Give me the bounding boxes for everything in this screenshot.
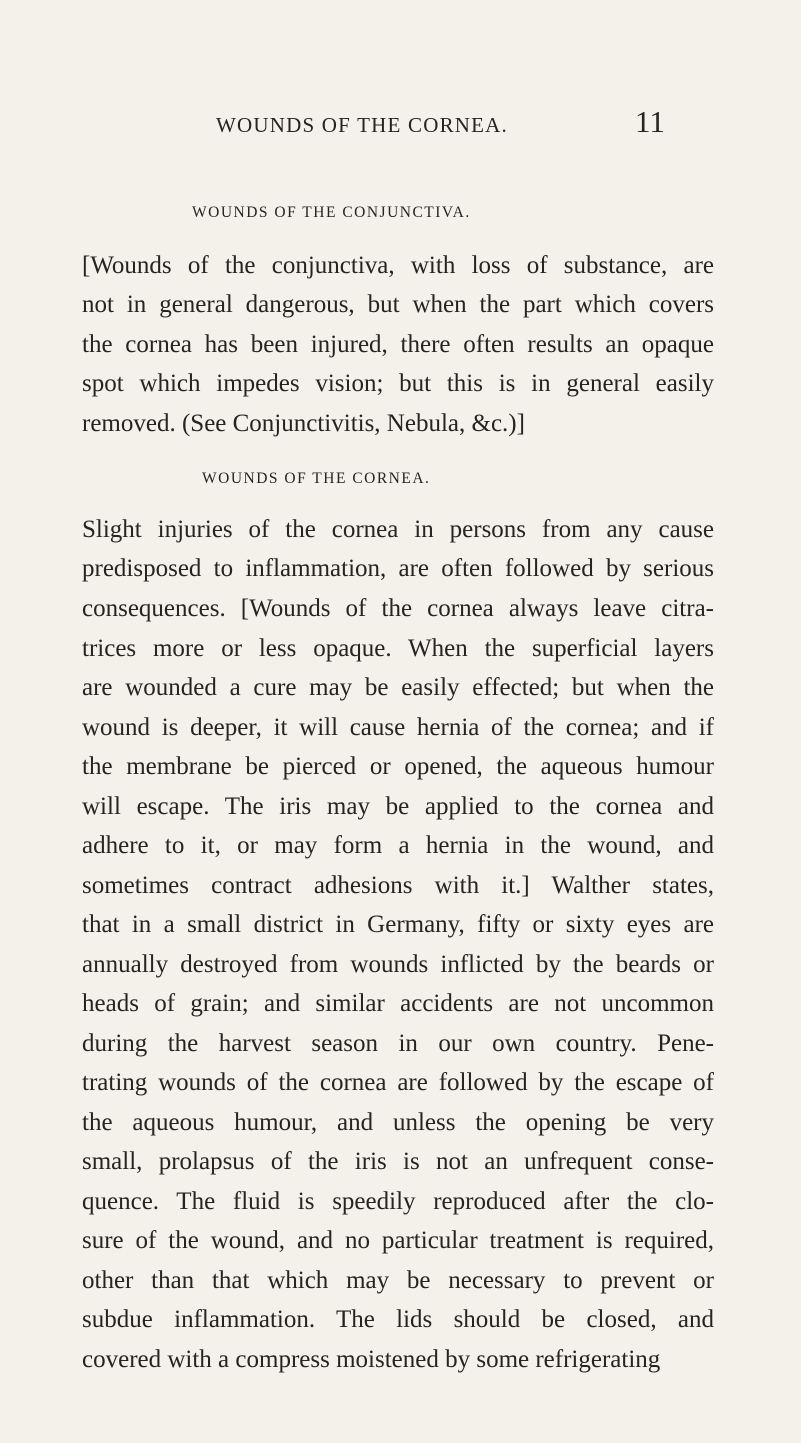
paragraph-line: are wounded a cure may be easily effected; but when the (82, 674, 714, 701)
paragraph-line: consequences. [Wounds of the cornea always leave citra- (82, 595, 714, 622)
paragraph-line: not in general dangerous, but when the part which covers (82, 291, 714, 318)
paragraph-line: predisposed to inflammation, are often followed by serious (82, 555, 714, 582)
paragraph-line: adhere to it, or may form a hernia in the wound, and (82, 832, 714, 859)
paragraph-line: trices more or less opaque. When the superficial layers (82, 635, 714, 662)
paragraph-line: annually destroyed from wounds inflicted by the beards or (82, 951, 714, 978)
paragraph-line: the aqueous humour, and unless the opening be very (82, 1109, 714, 1136)
paragraph-line: sometimes contract adhesions with it.] Walther states, (82, 872, 714, 899)
section-heading-cornea: WOUNDS OF THE CORNEA. (202, 470, 431, 487)
paragraph-line: quence. The fluid is speedily reproduced after the clo- (82, 1188, 714, 1215)
paragraph-line: Slight injuries of the cornea in persons from any cause (82, 516, 714, 543)
paragraph-line: [Wounds of the conjunctiva, with loss of substance, are (82, 252, 714, 279)
paragraph-line: spot which impedes vision; but this is in general easily (82, 370, 714, 397)
paragraph-line: will escape. The iris may be applied to the cornea and (82, 793, 714, 820)
paragraph-line: that in a small district in Germany, fifty or sixty eyes are (82, 911, 714, 938)
paragraph-line: the cornea has been injured, there often results an opaque (82, 331, 714, 358)
paragraph-line: other than that which may be necessary to prevent or (82, 1267, 714, 1294)
paragraph-line: covered with a compress moistened by some refrigerating (82, 1346, 661, 1373)
paragraph-line: trating wounds of the cornea are followed by the escape of (82, 1069, 714, 1096)
section-heading-conjunctiva: WOUNDS OF THE CONJUNCTIVA. (192, 204, 471, 221)
paragraph-line: wound is deeper, it will cause hernia of the cornea; and if (82, 714, 714, 741)
paragraph-line: removed. (See Conjunctivitis, Nebula, &c.)] (82, 410, 525, 437)
paragraph-line: heads of grain; and similar accidents are not uncommon (82, 990, 714, 1017)
paragraph-line: small, prolapsus of the iris is not an unfrequent conse- (82, 1148, 714, 1175)
paragraph-line: sure of the wound, and no particular treatment is required, (82, 1227, 714, 1254)
paragraph-line: during the harvest season in our own country. Pene- (82, 1030, 714, 1057)
paragraph-line: subdue inflammation. The lids should be closed, and (82, 1306, 714, 1333)
paragraph-line: the membrane be pierced or opened, the aqueous humour (82, 753, 714, 780)
running-head: WOUNDS OF THE CORNEA. (216, 113, 508, 137)
page-number: 11 (635, 104, 665, 139)
